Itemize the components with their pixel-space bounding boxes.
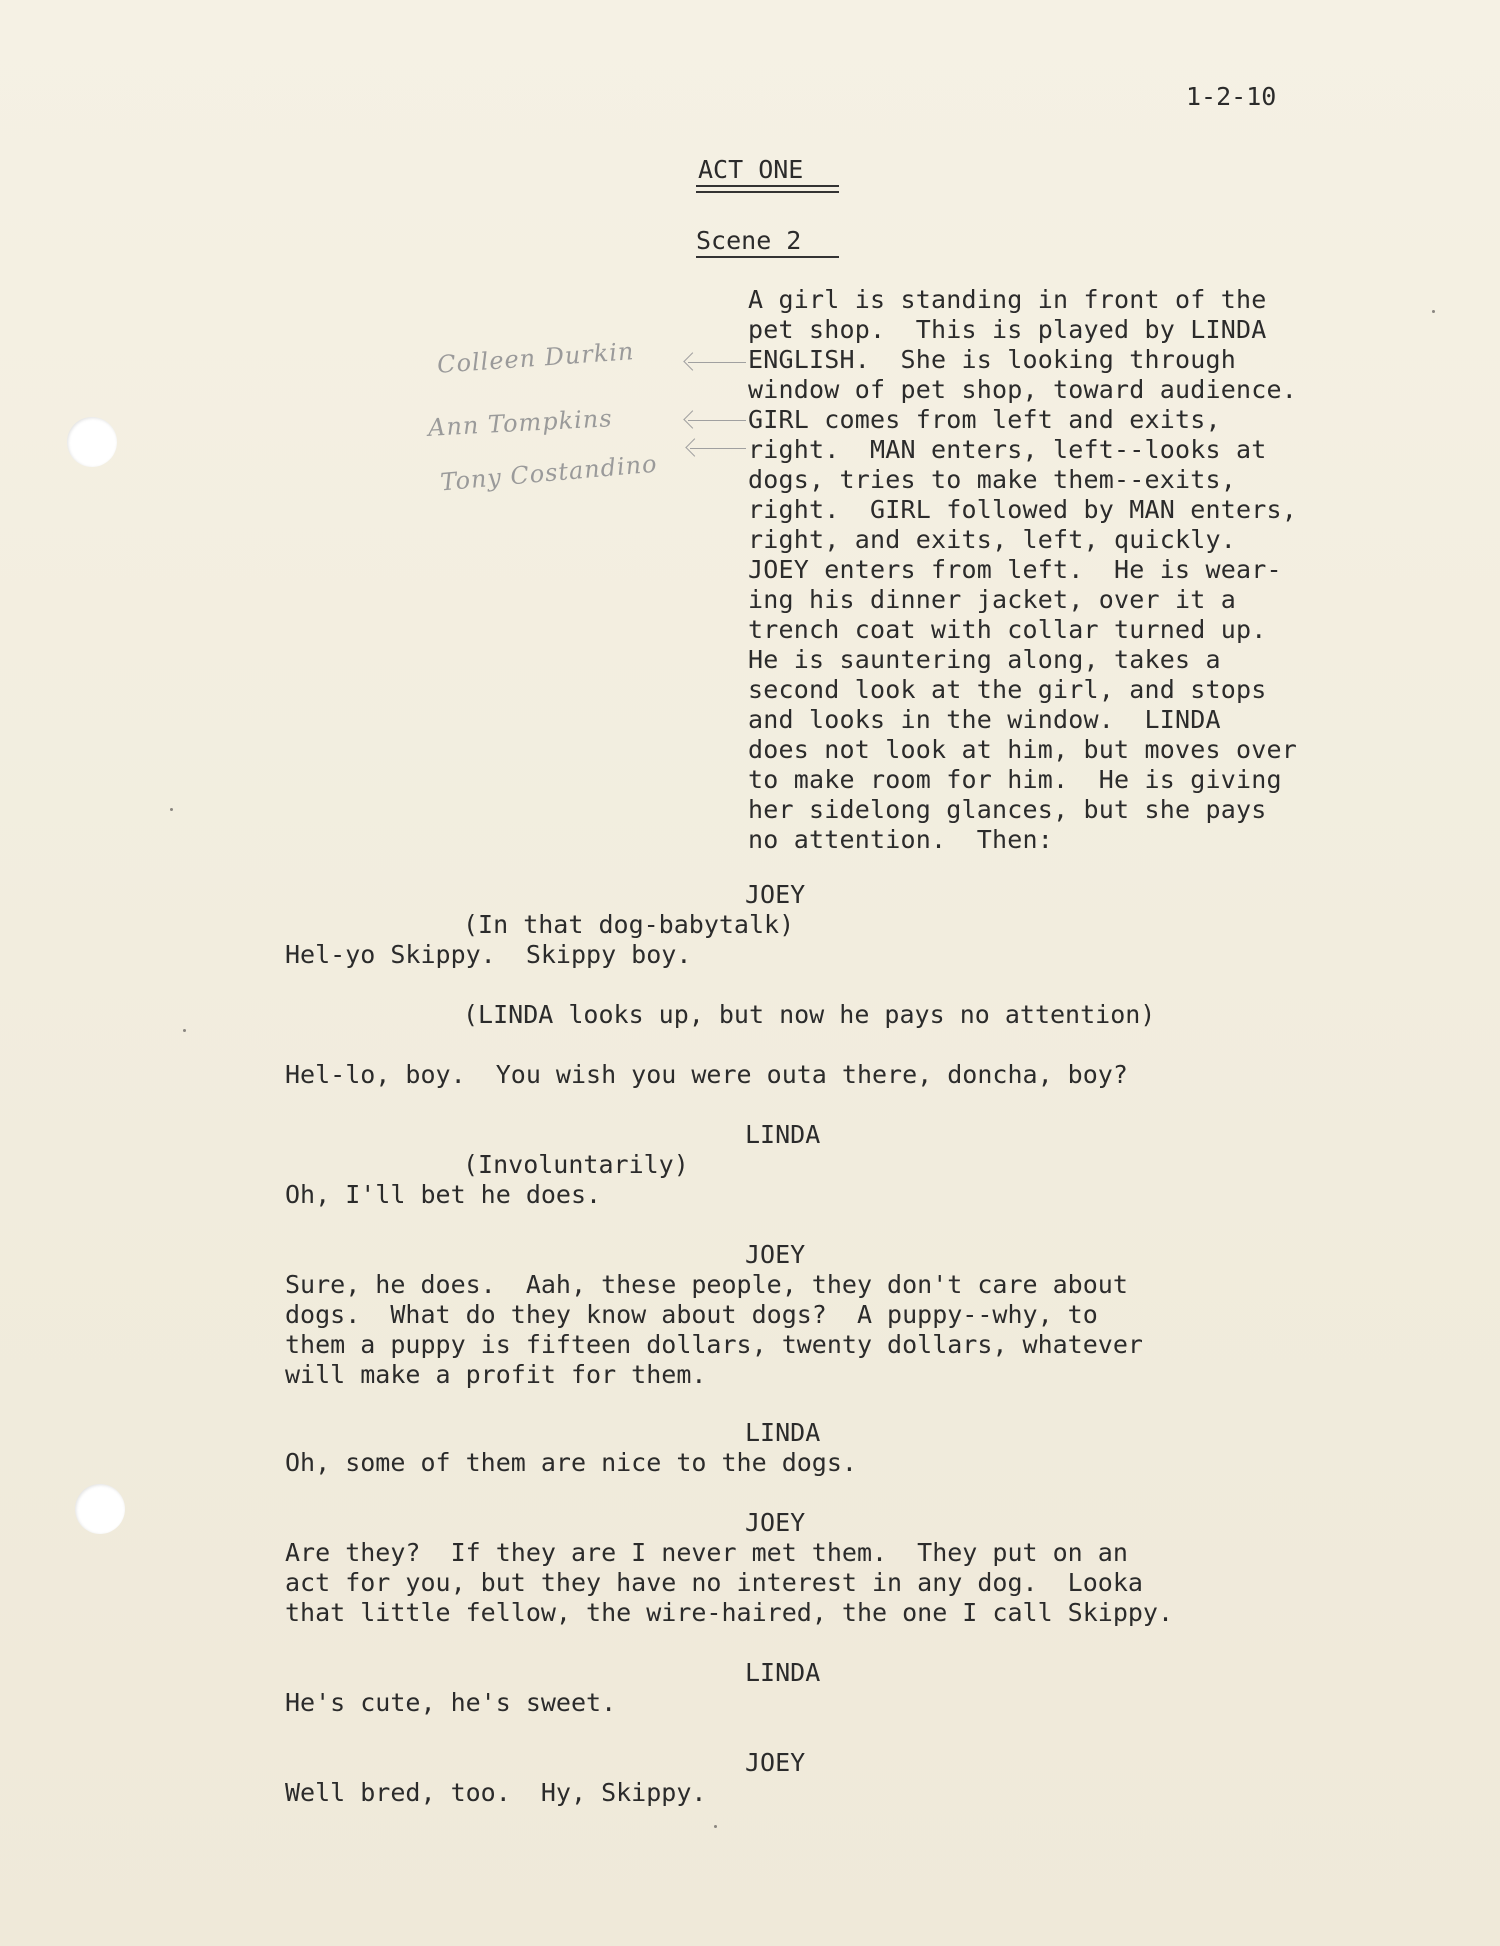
page-number: 1-2-10	[1186, 82, 1277, 111]
paper-speck	[1432, 310, 1435, 313]
stage-direction-line: does not look at him, but moves over	[748, 735, 1298, 764]
speaker-joey: JOEY	[745, 1748, 806, 1777]
dialogue-line: Oh, some of them are nice to the dogs.	[285, 1448, 857, 1477]
stage-direction-line: trench coat with collar turned up.	[748, 615, 1267, 644]
dialogue-line: dogs. What do they know about dogs? A puppy--why, to	[285, 1300, 1098, 1329]
dialogue-line: will make a profit for them.	[285, 1360, 707, 1389]
parenthetical: (LINDA looks up, but now he pays no attention)	[463, 1000, 1156, 1029]
dialogue-line: Are they? If they are I never met them. They put on an	[285, 1538, 1128, 1567]
stage-direction-line: GIRL comes from left and exits,	[748, 405, 1221, 434]
dialogue-line: He's cute, he's sweet.	[285, 1688, 617, 1717]
stage-direction-line: He is sauntering along, takes a	[748, 645, 1221, 674]
binder-hole-top	[67, 417, 117, 467]
pencil-arrow-icon	[690, 448, 746, 449]
stage-direction-line: her sidelong glances, but she pays	[748, 795, 1267, 824]
pencil-arrow-icon	[688, 362, 746, 363]
speaker-linda: LINDA	[745, 1418, 821, 1447]
act-title-double-underline	[696, 191, 839, 193]
stage-direction-line: window of pet shop, toward audience.	[748, 375, 1298, 404]
handwritten-note: Ann Tompkins	[427, 404, 614, 442]
speaker-joey: JOEY	[745, 1240, 806, 1269]
paper-speck	[183, 1029, 186, 1032]
parenthetical: (Involuntarily)	[463, 1150, 689, 1179]
stage-direction-line: ing his dinner jacket, over it a	[748, 585, 1237, 614]
stage-direction-line: second look at the girl, and stops	[748, 675, 1267, 704]
dialogue-line: that little fellow, the wire-haired, the one I call Skippy.	[285, 1598, 1174, 1627]
stage-direction-line: no attention. Then:	[748, 825, 1054, 854]
pencil-arrow-icon	[688, 420, 746, 421]
dialogue-line: Hel-lo, boy. You wish you were outa there, doncha, boy?	[285, 1060, 1128, 1089]
stage-direction-line: ENGLISH. She is looking through	[748, 345, 1237, 374]
dialogue-line: act for you, but they have no interest in any dog. Looka	[285, 1568, 1143, 1597]
stage-direction-line: dogs, tries to make them--exits,	[748, 465, 1237, 494]
stage-direction-line: right, and exits, left, quickly.	[748, 525, 1237, 554]
dialogue-line: Well bred, too. Hy, Skippy.	[285, 1778, 707, 1807]
act-title: ACT ONE	[698, 155, 804, 184]
speaker-joey: JOEY	[745, 880, 806, 909]
dialogue-line: Oh, I'll bet he does.	[285, 1180, 602, 1209]
stage-direction-line: and looks in the window. LINDA	[748, 705, 1221, 734]
dialogue-line: Hel-yo Skippy. Skippy boy.	[285, 940, 692, 969]
stage-direction-line: to make room for him. He is giving	[748, 765, 1282, 794]
handwritten-note: Tony Costandino	[439, 449, 659, 497]
stage-direction-line: right. MAN enters, left--looks at	[748, 435, 1267, 464]
stage-direction-line: JOEY enters from left. He is wear-	[748, 555, 1282, 584]
speaker-linda: LINDA	[745, 1120, 821, 1149]
dialogue-line: Sure, he does. Aah, these people, they don't care about	[285, 1270, 1128, 1299]
paper-speck	[170, 808, 173, 811]
scene-title: Scene 2	[696, 226, 802, 255]
stage-direction-line: pet shop. This is played by LINDA	[748, 315, 1267, 344]
handwritten-note: Colleen Durkin	[436, 337, 636, 379]
parenthetical: (In that dog-babytalk)	[463, 910, 795, 939]
dialogue-line: them a puppy is fifteen dollars, twenty dollars, whatever	[285, 1330, 1143, 1359]
paper-speck	[714, 1825, 717, 1828]
speaker-linda: LINDA	[745, 1658, 821, 1687]
stage-direction-line: A girl is standing in front of the	[748, 285, 1267, 314]
stage-direction-line: right. GIRL followed by MAN enters,	[748, 495, 1298, 524]
speaker-joey: JOEY	[745, 1508, 806, 1537]
scene-title-underline	[696, 256, 839, 258]
binder-hole-bottom	[75, 1484, 125, 1534]
act-title-underline	[696, 185, 839, 187]
